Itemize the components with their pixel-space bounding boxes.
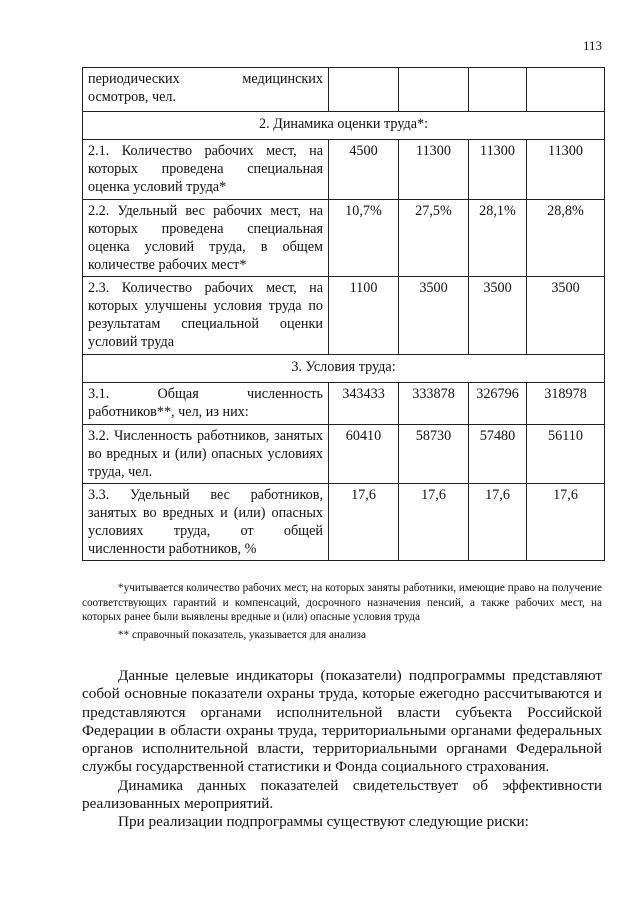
value-cell: 17,6 bbox=[469, 484, 527, 561]
table-row bbox=[83, 140, 605, 200]
indicators-table bbox=[82, 67, 605, 561]
footnote-2: ** справочный показатель, указывается для анализа bbox=[118, 628, 366, 641]
value-cell bbox=[527, 68, 605, 112]
footnote-1: *учитывается количество рабочих мест, на которых заняты работники, имеющие право на получение соответствующих гарантий и компенсаций, досрочного назначения пенсий, а также рабочих мест, на которых ранее были выявлены вредные и (или) опасные условия труда bbox=[82, 582, 602, 623]
table-row bbox=[83, 68, 605, 112]
value-cell: 333878 bbox=[399, 383, 469, 425]
paragraph: Динамика данных показателей свидетельствует об эффективности реализованных мероприятий. bbox=[82, 776, 602, 813]
section-header-row bbox=[83, 112, 605, 140]
value-cell: 17,6 bbox=[399, 484, 469, 561]
paragraph: Данные целевые индикаторы (показатели) подпрограммы представляют собой основные показатели охраны труда, которые ежегодно рассчитываются и представляются органами исполнительной власти субъекта Российской Федерации в области охраны труда, территориальными органами федеральных органов исполнительной власти, территориальными органами Федеральной службы государственной статистики и Фонда социального страхования. bbox=[82, 667, 602, 776]
value-cell: 10,7% bbox=[329, 200, 399, 277]
table-row bbox=[83, 425, 605, 484]
body-text bbox=[82, 667, 602, 832]
table-row bbox=[83, 484, 605, 561]
value-cell: 318978 bbox=[527, 383, 605, 425]
section-title-conditions: 3. Условия труда: bbox=[83, 355, 605, 383]
page-number: 113 bbox=[583, 38, 603, 53]
value-cell: 28,8% bbox=[527, 200, 605, 277]
value-cell: 17,6 bbox=[527, 484, 605, 561]
value-cell: 56110 bbox=[527, 425, 605, 484]
value-cell: 17,6 bbox=[329, 484, 399, 561]
value-cell: 1100 bbox=[329, 277, 399, 355]
value-cell: 3500 bbox=[469, 277, 527, 355]
row-label: 2.3. Количество рабочих мест, на которых улучшены условия труда по результатам специальной оценки условий труда bbox=[83, 277, 329, 355]
section-header-row bbox=[83, 355, 605, 383]
value-cell: 60410 bbox=[329, 425, 399, 484]
value-cell: 11300 bbox=[527, 140, 605, 200]
value-cell: 11300 bbox=[399, 140, 469, 200]
table-row bbox=[83, 200, 605, 277]
value-cell bbox=[469, 68, 527, 112]
table-row bbox=[83, 277, 605, 355]
row-label: периодических медицинских осмотров, чел. bbox=[83, 68, 329, 112]
row-label: 2.2. Удельный вес рабочих мест, на которых проведена специальная оценка условий труда, в общем количестве рабочих мест* bbox=[83, 200, 329, 277]
value-cell bbox=[329, 68, 399, 112]
table-row bbox=[83, 383, 605, 425]
value-cell: 3500 bbox=[399, 277, 469, 355]
value-cell: 58730 bbox=[399, 425, 469, 484]
section-title-dynamics: 2. Динамика оценки труда*: bbox=[83, 112, 605, 140]
value-cell bbox=[399, 68, 469, 112]
row-label: 3.2. Численность работников, занятых во вредных и (или) опасных условиях труда, чел. bbox=[83, 425, 329, 484]
footnotes bbox=[82, 581, 602, 642]
value-cell: 4500 bbox=[329, 140, 399, 200]
value-cell: 28,1% bbox=[469, 200, 527, 277]
row-label: 2.1. Количество рабочих мест, на которых проведена специальная оценка условий труда* bbox=[83, 140, 329, 200]
paragraph: При реализации подпрограммы существуют следующие риски: bbox=[118, 813, 529, 831]
value-cell: 343433 bbox=[329, 383, 399, 425]
row-label: 3.1. Общая численность работников**, чел, из них: bbox=[83, 383, 329, 425]
value-cell: 11300 bbox=[469, 140, 527, 200]
value-cell: 3500 bbox=[527, 277, 605, 355]
row-label: 3.3. Удельный вес работников, занятых во вредных и (или) опасных условиях труда, от общей численности работников, % bbox=[83, 484, 329, 561]
value-cell: 326796 bbox=[469, 383, 527, 425]
value-cell: 57480 bbox=[469, 425, 527, 484]
value-cell: 27,5% bbox=[399, 200, 469, 277]
